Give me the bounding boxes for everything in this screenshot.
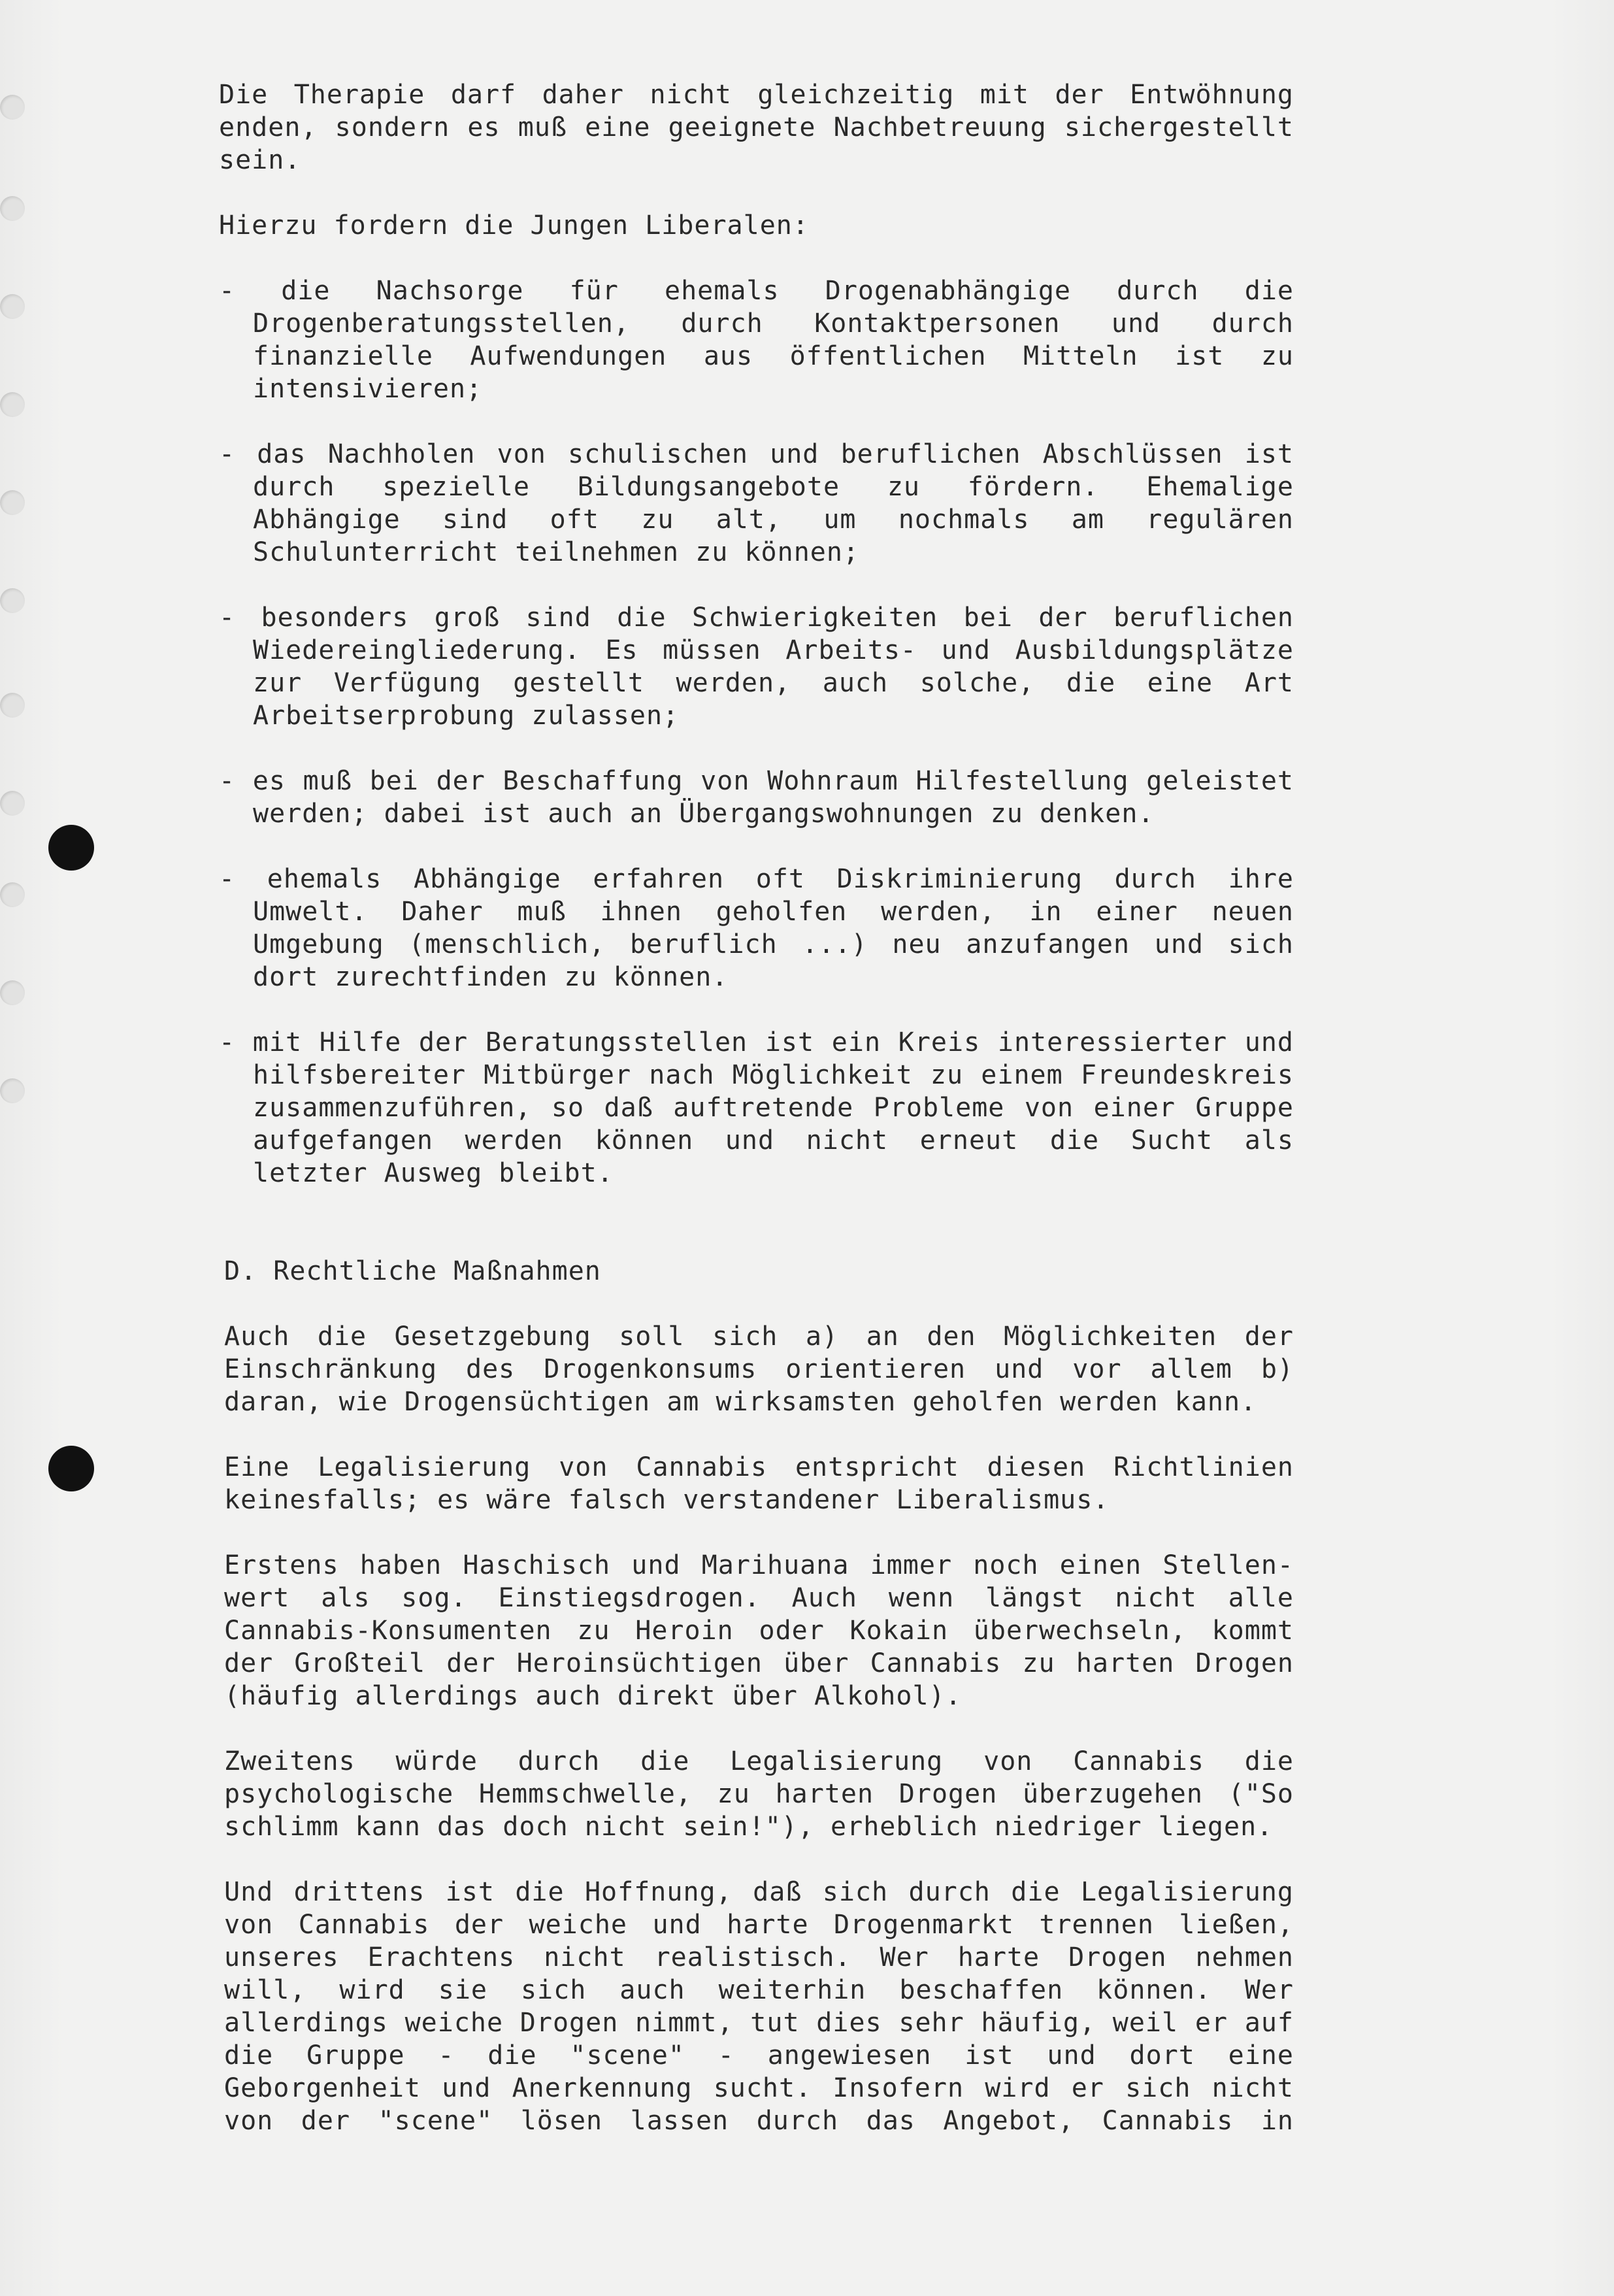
text-line: der Großteil der Heroinsüchtigen über Cannabis zu harten Drogen [224,1648,1294,1678]
text-line: von Cannabis der weiche und harte Drogenmarkt trennen ließen, [224,1910,1294,1940]
lead-sentence: Hierzu fordern die Jungen Liberalen: [219,210,809,241]
paragraph [219,1451,1294,1516]
text-line: Umwelt. Daher muß ihnen geholfen werden, in einer neuen [253,897,1294,927]
text-line: Schulunterricht teilnehmen zu können; [253,537,860,567]
text-line: Einschränkung des Drogenkonsums orientieren und vor allem b) [224,1354,1294,1384]
text-line: Zweitens würde durch die Legalisierung von Cannabis die [224,1746,1294,1776]
text-line: zur Verfügung gestellt werden, auch solche, die eine Art [253,668,1294,698]
text-line: die Gruppe - die "scene" - angewiesen ist und dort eine [224,2040,1294,2071]
margin-ring-2 [0,196,25,221]
margin-ring-8 [0,791,25,816]
margin-ring-1 [0,95,25,120]
text-line: - das Nachholen von schulischen und beruflichen Abschlüssen ist [219,439,1294,469]
text-line: enden, sondern es muß eine geeignete Nachbetreuung sichergestellt [219,112,1294,142]
list-item [219,601,1294,732]
punch-hole-upper [48,825,94,871]
text-line: von der "scene" lösen lassen durch das Angebot, Cannabis in [224,2106,1294,2136]
text-line: Arbeitserprobung zulassen; [253,701,680,731]
text-line: schlimm kann das doch nicht sein!"), erheblich niedriger liegen. [224,1812,1274,1842]
text-line: - die Nachsorge für ehemals Drogenabhängige durch die [219,276,1294,306]
text-line: hilfsbereiter Mitbürger nach Möglichkeit zu einem Freundeskreis [253,1060,1294,1090]
document-body [219,78,1294,2137]
text-line: Und drittens ist die Hoffnung, daß sich durch die Legalisierung [224,1877,1294,1907]
text-line: unseres Erachtens nicht realistisch. Wer harte Drogen nehmen [224,1942,1294,1972]
text-line: - mit Hilfe der Beratungsstellen ist ein Kreis interessierter und [219,1027,1294,1057]
text-line: Drogenberatungsstellen, durch Kontaktpersonen und durch [253,308,1294,339]
text-line: daran, wie Drogensüchtigen am wirksamsten geholfen werden kann. [224,1387,1257,1417]
text-line: Geborgenheit und Anerkennung sucht. Insofern wird er sich nicht [224,2073,1294,2103]
margin-ring-5 [0,490,25,515]
margin-ring-10 [0,980,25,1005]
margin-ring-11 [0,1078,25,1103]
intro-paragraph [219,78,1294,176]
list-item [219,438,1294,569]
text-line: Cannabis-Konsumenten zu Heroin oder Kokain überwechseln, kommt [224,1616,1294,1646]
text-line: Eine Legalisierung von Cannabis entspricht diesen Richtlinien [224,1452,1294,1482]
text-line: - ehemals Abhängige erfahren oft Diskriminierung durch ihre [219,864,1294,894]
text-line: letzter Ausweg bleibt. [253,1158,614,1188]
text-line: finanzielle Aufwendungen aus öffentlichen Mitteln ist zu [253,341,1294,371]
text-line: Erstens haben Haschisch und Marihuana immer noch einen Stellen- [224,1550,1294,1580]
margin-ring-9 [0,882,25,907]
text-line: Abhängige sind oft zu alt, um nochmals am regulären [253,505,1294,535]
text-line: allerdings weiche Drogen nimmt, tut dies sehr häufig, weil er auf [224,2008,1294,2038]
text-line: aufgefangen werden können und nicht erneut die Sucht als [253,1125,1294,1156]
text-line: psychologische Hemmschwelle, zu harten Drogen überzugehen ("So [224,1779,1294,1809]
list-item [219,765,1294,830]
list-item [219,863,1294,993]
paragraph [219,1745,1294,1843]
text-line: wert als sog. Einstiegsdrogen. Auch wenn längst nicht alle [224,1583,1294,1613]
margin-ring-6 [0,588,25,613]
text-line: - es muß bei der Beschaffung von Wohnraum Hilfestellung geleistet [219,766,1294,796]
text-line: Umgebung (menschlich, beruflich ...) neu anzufangen und sich [253,929,1294,959]
list-item [219,275,1294,405]
text-line: sein. [219,145,301,175]
list-item [219,1026,1294,1190]
margin-ring-4 [0,392,25,417]
text-line: Die Therapie darf daher nicht gleichzeitig mit der Entwöhnung [219,80,1294,110]
text-line: - besonders groß sind die Schwierigkeiten bei der beruflichen [219,603,1294,633]
margin-ring-3 [0,294,25,319]
text-line: keinesfalls; es wäre falsch verstandener Liberalismus. [224,1485,1110,1515]
paragraph [219,1549,1294,1712]
text-line: Auch die Gesetzgebung soll sich a) an den Möglichkeiten der [224,1322,1294,1352]
text-line: werden; dabei ist auch an Übergangswohnungen zu denken. [253,799,1155,829]
text-line: durch spezielle Bildungsangebote zu fördern. Ehemalige [253,472,1294,502]
text-line: Wiedereingliederung. Es müssen Arbeits- und Ausbildungsplätze [253,635,1294,665]
section-heading: D. Rechtliche Maßnahmen [224,1256,601,1286]
text-line: dort zurechtfinden zu können. [253,962,729,992]
paragraph [219,1876,1294,2137]
text-line: will, wird sie sich auch weiterhin beschaffen können. Wer [224,1975,1294,2005]
text-line: intensivieren; [253,374,483,404]
text-line: zusammenzuführen, so daß auftretende Probleme von einer Gruppe [253,1093,1294,1123]
punch-hole-lower [48,1446,94,1491]
paragraph [219,1320,1294,1418]
text-line: (häufig allerdings auch direkt über Alkohol). [224,1681,962,1711]
margin-ring-7 [0,693,25,718]
